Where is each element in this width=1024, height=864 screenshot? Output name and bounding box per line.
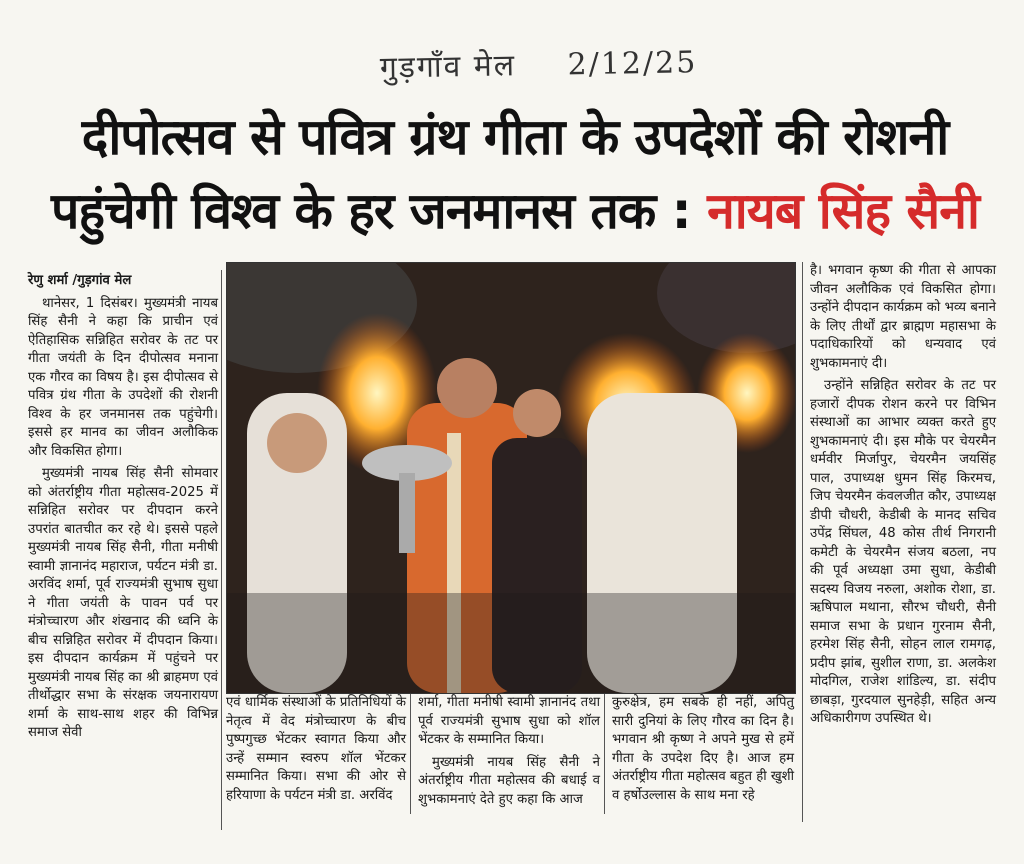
- col3-para-2: मुख्यमंत्री नायब सिंह सैनी ने अंतर्राष्ट्रीय गीता महोत्सव की बधाई व शुभकामनाएं देते हुए कहा कि आज: [418, 754, 600, 807]
- column-divider: [410, 694, 411, 814]
- headline-line-2: [30, 174, 1000, 248]
- byline: रेणु शर्मा /गुड़गांव मेल: [28, 273, 132, 288]
- col2-para-1: एवं धार्मिक संस्थाओं के प्रतिनिधियों के नेतृत्व में वेद मंत्रोच्चारण के बीच पुष्पगुच्छ भेंटकर स्वागत किया और उन्हें सम्मान स्वरुप शॉल भेंटकर सम्मानित किया। सभा की ओर से हरियाणा के पर्यटन मंत्री डा. अरविंद: [226, 695, 406, 803]
- article-column-3: [418, 694, 600, 813]
- headline: [30, 100, 1000, 248]
- col3-para-1: शर्मा, गीता मनीषी स्वामी ज्ञानानंद तथा पूर्व राज्यमंत्री सुभाष सुधा को शॉल भेंटकर के सम्मानित किया।: [418, 695, 600, 747]
- handwritten-note: [380, 38, 801, 95]
- headline-line-2-black: पहुंचेगी विश्व के हर जनमानस तक :: [51, 182, 691, 240]
- column-divider: [802, 262, 803, 822]
- article-column-2: [226, 694, 406, 809]
- col4-para-1: कुरुक्षेत्र, हम सबके ही नहीं, अपितु सारी दुनियां के लिए गौरव का दिन है। भगवान श्री कृष्ण ने अपने मुख से हमें गीता के उपदेश दिए है। आज हम अंतर्राष्ट्रीय गीता महोत्सव बहुत ही खुशी व हर्षोउल्लास के साथ मना रहे: [612, 695, 794, 803]
- article-column-4: [612, 694, 794, 809]
- handwritten-date: 2/12/25: [567, 45, 698, 83]
- handwritten-source: गुड़गाँव मेल: [379, 48, 517, 86]
- headline-line-2-red: नायब सिंह सैनी: [707, 182, 979, 240]
- column-divider: [604, 694, 605, 814]
- headline-line-1: दीपोत्सव से पवित्र ग्रंथ गीता के उपदेशों की रोशनी: [81, 108, 949, 166]
- diya-ceremony-photo: [227, 263, 795, 693]
- column-divider: [221, 270, 222, 830]
- col5-para-2: उन्होंने सन्निहित सरोवर के तट पर हजारों दीपक रोशन करने पर विभिन संस्थाओं का आभार व्यक्त करते हुए शुभकामनाएं दी। इस मौके पर चेयरमैन धर्मवीर मिर्जापुर, चेयरमैन जयसिंह पाल, उपाध्यक्ष धुमन सिंह किरमच, जिप चेयरमैन कंवलजीत कौर, उपाध्यक्ष डीपी चौधरी, केडीबी के मानद सचिव उपेंद्र सिंघल, 48 कोस तीर्थ निगरानी कमेटी के चेयरमैन संजय बठला, नप की पूर्व अध्यक्षा उमा सुधा, केडीबी सदस्य विजय नरुला, अशोक रोशा, डा. ऋषिपाल मथाना, सौरभ चौधरी, सैनी समाज सभा के प्रधान गुरनाम सैनी, हरमेश सिंह सैनी, सोहन लाल रामगढ़, प्रदीप झांब, सुशील राणा, डा. अलकेश मोदगिल, राजेश शांडिल्य, डा. संदीप छाबड़ा, गुरदयाल सुनहेड़ी, सहित अन्य अधिकारीगण उपस्थित थे।: [810, 378, 996, 726]
- article-photo: [226, 262, 796, 694]
- col5-para-1: है। भगवान कृष्ण की गीता से आपका जीवन अलौकिक एवं विकसित होगा। उन्होंने दीपदान कार्यक्रम को भव्य बनाने के लिए तीर्थों द्वार ब्राह्मण महासभा के पदाधिकारियों को धन्यवाद एवं शुभकामनाएं दी।: [810, 263, 996, 371]
- article-column-5: [810, 262, 996, 733]
- col1-para-1: थानेसर, 1 दिसंबर। मुख्यमंत्री नायब सिंह सैनी ने कहा कि प्राचीन एवं ऐतिहासिक सन्निहित सरोवर के तट पर गीता जयंती के दिन दीपोत्सव मनाना एक गौरव का विषय है। इस दीपोत्सव से पवित्र ग्रंथ गीता के उपदेशों की रोशनी विश्व के हर जनमानस तक पहुंचेगी। इससे हर मानव का जीवन अलौकिक और विकसित होगा।: [28, 295, 218, 459]
- article-column-1: [28, 272, 218, 747]
- col1-para-2: मुख्यमंत्री नायब सिंह सैनी सोमवार को अंतर्राष्ट्रीय गीता महोत्सव-2025 में सन्निहित सरोवर पर दीपदान करने उपरांत बातचीत कर रहे थे। इससे पहले मुख्यमंत्री नायब सिंह सैनी, गीता मनीषी स्वामी ज्ञानानंद महाराज, पर्यटन मंत्री डा. अरविंद शर्मा, पूर्व राज्यमंत्री सुभाष सुधा ने गीता जयंती के पावन पर्व पर मंत्रोच्चारण और शंखनाद की ध्वनि के बीच सन्निहित सरोवर में दीपदान किया। इस दीपदान कार्यक्रम में पहुंचने पर मुख्यमंत्री नायब सिंह का श्री ब्राहमण एवं तीर्थोद्धार सभा के संरक्षक जयनारायण शर्मा के साथ-साथ शहर की विभिन्न समाज सेवी: [28, 466, 218, 740]
